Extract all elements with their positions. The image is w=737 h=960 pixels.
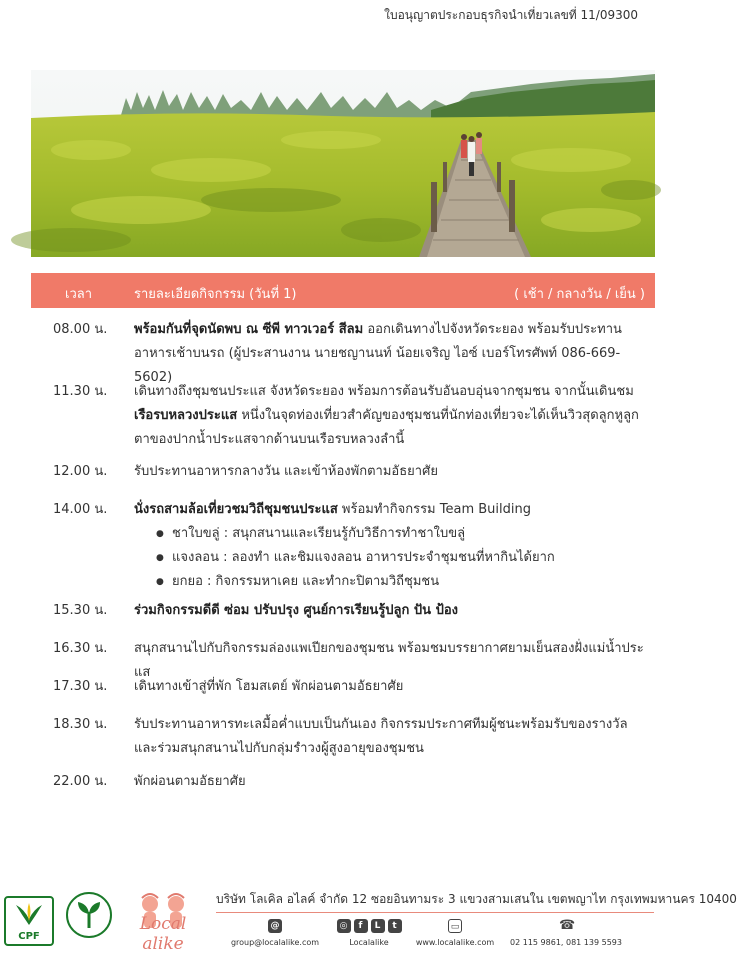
cpf-logo-text: CPF xyxy=(18,931,40,942)
contact-social xyxy=(334,916,404,947)
row-text: ออกเดินทางไปจังหวัดระยอง พร้อมรับประทานอาหารเช้าบนรถ (ผู้ประสานงาน นายชญานนท์ น้อยเจริญ ไอซ์ เบอร์โทรศัพท์ 086-669-5602) xyxy=(134,322,622,385)
footer xyxy=(0,880,737,960)
instagram-icon: ◎ xyxy=(337,919,351,933)
brand-name: Local alike xyxy=(139,914,187,954)
row-text: พร้อมทำกิจกรรม Team Building xyxy=(337,502,531,517)
footer-divider xyxy=(216,912,654,913)
row-highlight: ร่วมกิจกรรมดีดี ซ่อม ปรับปรุง ศูนย์การเรียนรู้ปลูก ปัน ป้อง xyxy=(134,603,458,618)
twitter-icon: t xyxy=(388,919,402,933)
social-handle[interactable]: Localalike xyxy=(349,938,389,947)
local-alike-logo xyxy=(122,888,204,954)
row-detail xyxy=(134,380,654,452)
row-detail xyxy=(134,498,654,594)
column-time: เวลา xyxy=(65,287,93,302)
column-period: ( เช้า / กลางวัน / เย็น ) xyxy=(514,287,645,302)
row-time: 17.30 น. xyxy=(53,679,108,694)
row-highlight: พร้อมกันที่จุดนัดพบ ณ ซีพี ทาวเวอร์ สีลม xyxy=(134,322,364,337)
row-highlight: เรือรบหลวงประแส xyxy=(134,408,238,423)
phone-icon: ☎ xyxy=(559,918,576,933)
email-address[interactable]: group@localalike.com xyxy=(230,938,320,947)
row-time: 18.30 น. xyxy=(53,717,108,732)
row-time: 12.00 น. xyxy=(53,464,108,479)
row-detail: สนุกสนานไปกับกิจกรรมล่องแพเปียกของชุมชน พร้อมชมบรรยากาศยามเย็นสองฝั่งแม่น้ำประแส xyxy=(134,641,644,680)
row-time: 16.30 น. xyxy=(53,641,108,656)
facebook-icon: f xyxy=(354,919,368,933)
row-time: 15.30 น. xyxy=(53,603,108,618)
company-address: บริษัท โลเคิล อไลค์ จำกัด 12 ซอยอินทามระ 3 แขวงสามเสนใน เขตพญาไท กรุงเทพมหานคร 10400 xyxy=(216,892,737,906)
row-detail: รับประทานอาหารกลางวัน และเข้าห้องพักตามอัธยาศัย xyxy=(134,464,438,479)
row-time: 22.00 น. xyxy=(53,774,108,789)
cpf-leaf-icon xyxy=(12,901,46,927)
row-text-pre: เดินทางถึงชุมชนประแส จังหวัดระยอง พร้อมการต้อนรับอันอบอุ่นจากชุมชน จากนั้นเดินชม xyxy=(134,384,634,399)
row-time: 14.00 น. xyxy=(53,502,108,517)
line-icon: L xyxy=(371,919,385,933)
column-detail: รายละเอียดกิจกรรม (วันที่ 1) xyxy=(134,287,297,302)
list-item: ● แจงลอน : ลองทำ และชิมแจงลอน อาหารประจำชุมชนที่หากินได้ยาก xyxy=(134,546,654,570)
row-highlight: นั่งรถสามล้อเที่ยวชมวิถีชุมชนประแส xyxy=(134,502,338,517)
schedule-header xyxy=(31,273,655,308)
row-text: หนึ่งในจุดท่องเที่ยวสำคัญของชุมชนที่นักท่องเที่ยวจะได้เห็นวิวสุดลูกหูลูกตาของปากน้ำประแสจากด้านบนเรือรบหลวงลำนี้ xyxy=(134,408,639,447)
row-time: 11.30 น. xyxy=(53,384,108,399)
website-link[interactable]: www.localalike.com xyxy=(415,938,495,947)
row-detail xyxy=(134,599,654,623)
row-time: 08.00 น. xyxy=(53,322,108,337)
email-icon: @ xyxy=(268,919,282,933)
row-detail: รับประทานอาหารทะเลมื้อค่ำแบบเป็นกันเอง กิจกรรมประกาศทีมผู้ชนะพร้อมรับของรางวัล และร่วมสนุกสนานไปกับกลุ่มรำวงผู้สูงอายุของชุมชน xyxy=(134,717,628,756)
phone-number[interactable]: 02 115 9861, 081 139 5593 xyxy=(510,938,622,947)
contact-phone xyxy=(504,916,628,947)
sprout-icon xyxy=(68,894,110,936)
row-detail: เดินทางเข้าสู่ที่พัก โฮมสเตย์ พักผ่อนตามอัธยาศัย xyxy=(134,679,404,694)
hero-photo xyxy=(31,70,655,257)
browser-icon: ▭ xyxy=(448,919,462,933)
row-detail: พักผ่อนตามอัธยาศัย xyxy=(134,774,246,789)
contact-email xyxy=(226,916,324,947)
activity-list xyxy=(134,522,654,594)
list-item: ● ยกยอ : กิจกรรมหาเคย และทำกะปิตามวิถีชุมชน xyxy=(134,570,654,594)
license-number: ใบอนุญาตประกอบธุรกิจนำเที่ยวเลขที่ 11/09300 xyxy=(384,8,638,22)
cpf-logo xyxy=(4,896,54,946)
list-item: ● ชาใบขลู่ : สนุกสนานและเรียนรู้กับวิธีการทำชาใบขลู่ xyxy=(134,522,654,546)
partner-logo xyxy=(66,892,112,938)
contact-website xyxy=(412,916,498,947)
